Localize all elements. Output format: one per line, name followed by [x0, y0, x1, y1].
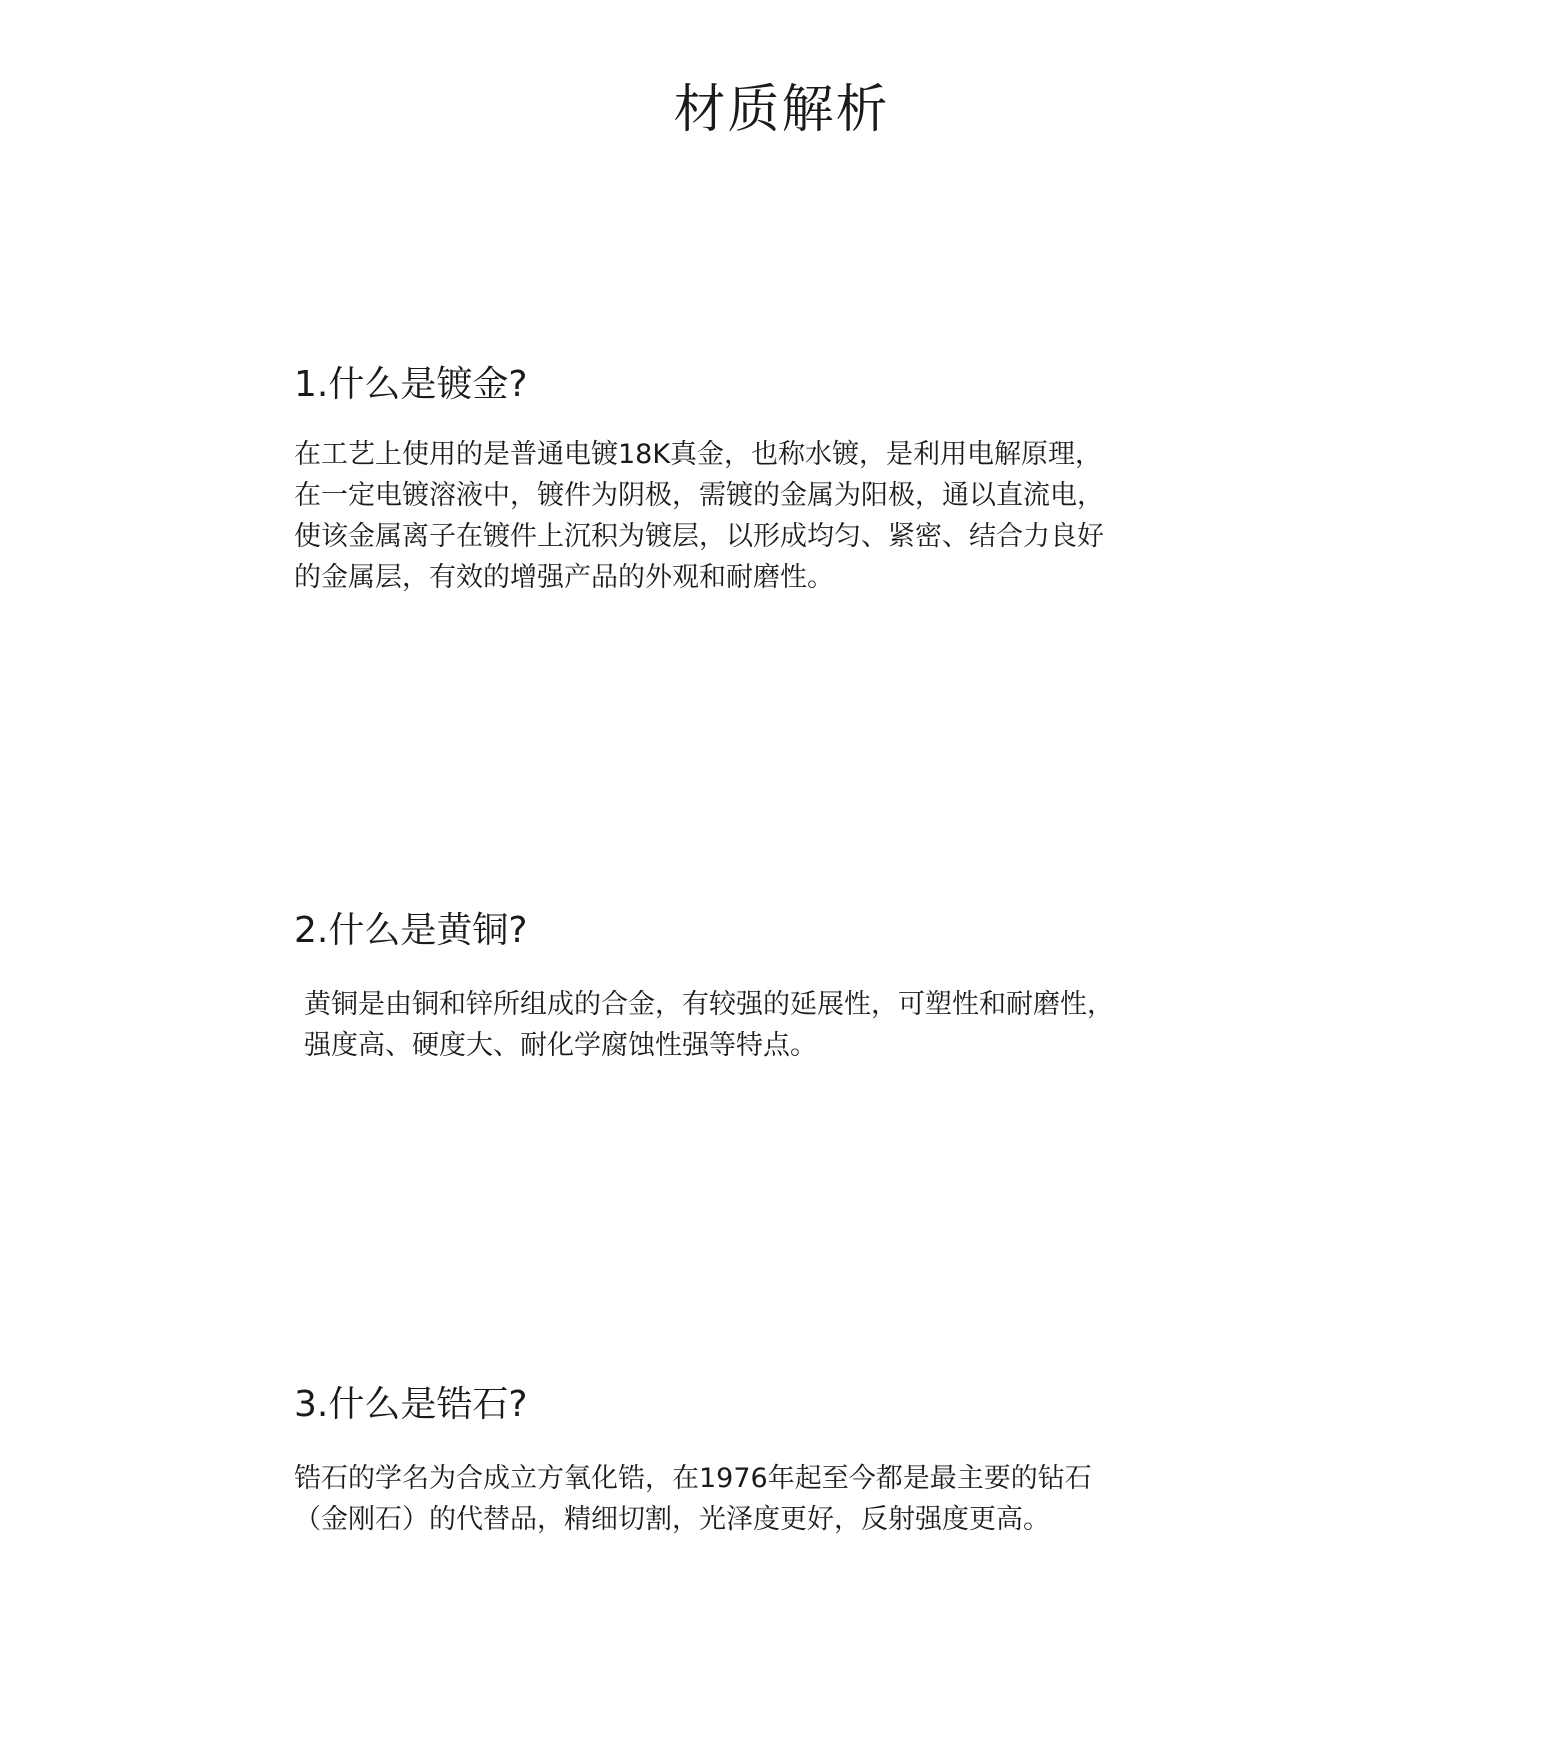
section-heading: 2.什么是黄铜?: [294, 910, 528, 951]
section-heading: 1.什么是镀金?: [294, 364, 528, 405]
section-brass: [294, 908, 1294, 1066]
section-body: 黄铜是由铜和锌所组成的合金，有较强的延展性，可塑性和耐磨性， 强度高、硬度大、耐化学腐蚀性强等特点。: [304, 989, 1114, 1061]
section-zircon: [294, 1382, 1294, 1540]
section-heading: 3.什么是锆石?: [294, 1384, 528, 1425]
section-gold-plating: [294, 362, 1294, 598]
section-body: 锆石的学名为合成立方氧化锆，在1976年起至今都是最主要的钻石 （金刚石）的代替品，精细切割，光泽度更好，反射强度更高。: [294, 1463, 1092, 1535]
section-body: 在工艺上使用的是普通电镀18K真金，也称水镀，是利用电解原理， 在一定电镀溶液中，镀件为阴极，需镀的金属为阳极，通以直流电， 使该金属离子在镀件上沉积为镀层，以形成均匀、紧密、结合力良好 的金属层，有效的增强产品的外观和耐磨性。: [294, 439, 1104, 593]
page-title: 材质解析: [673, 80, 890, 140]
